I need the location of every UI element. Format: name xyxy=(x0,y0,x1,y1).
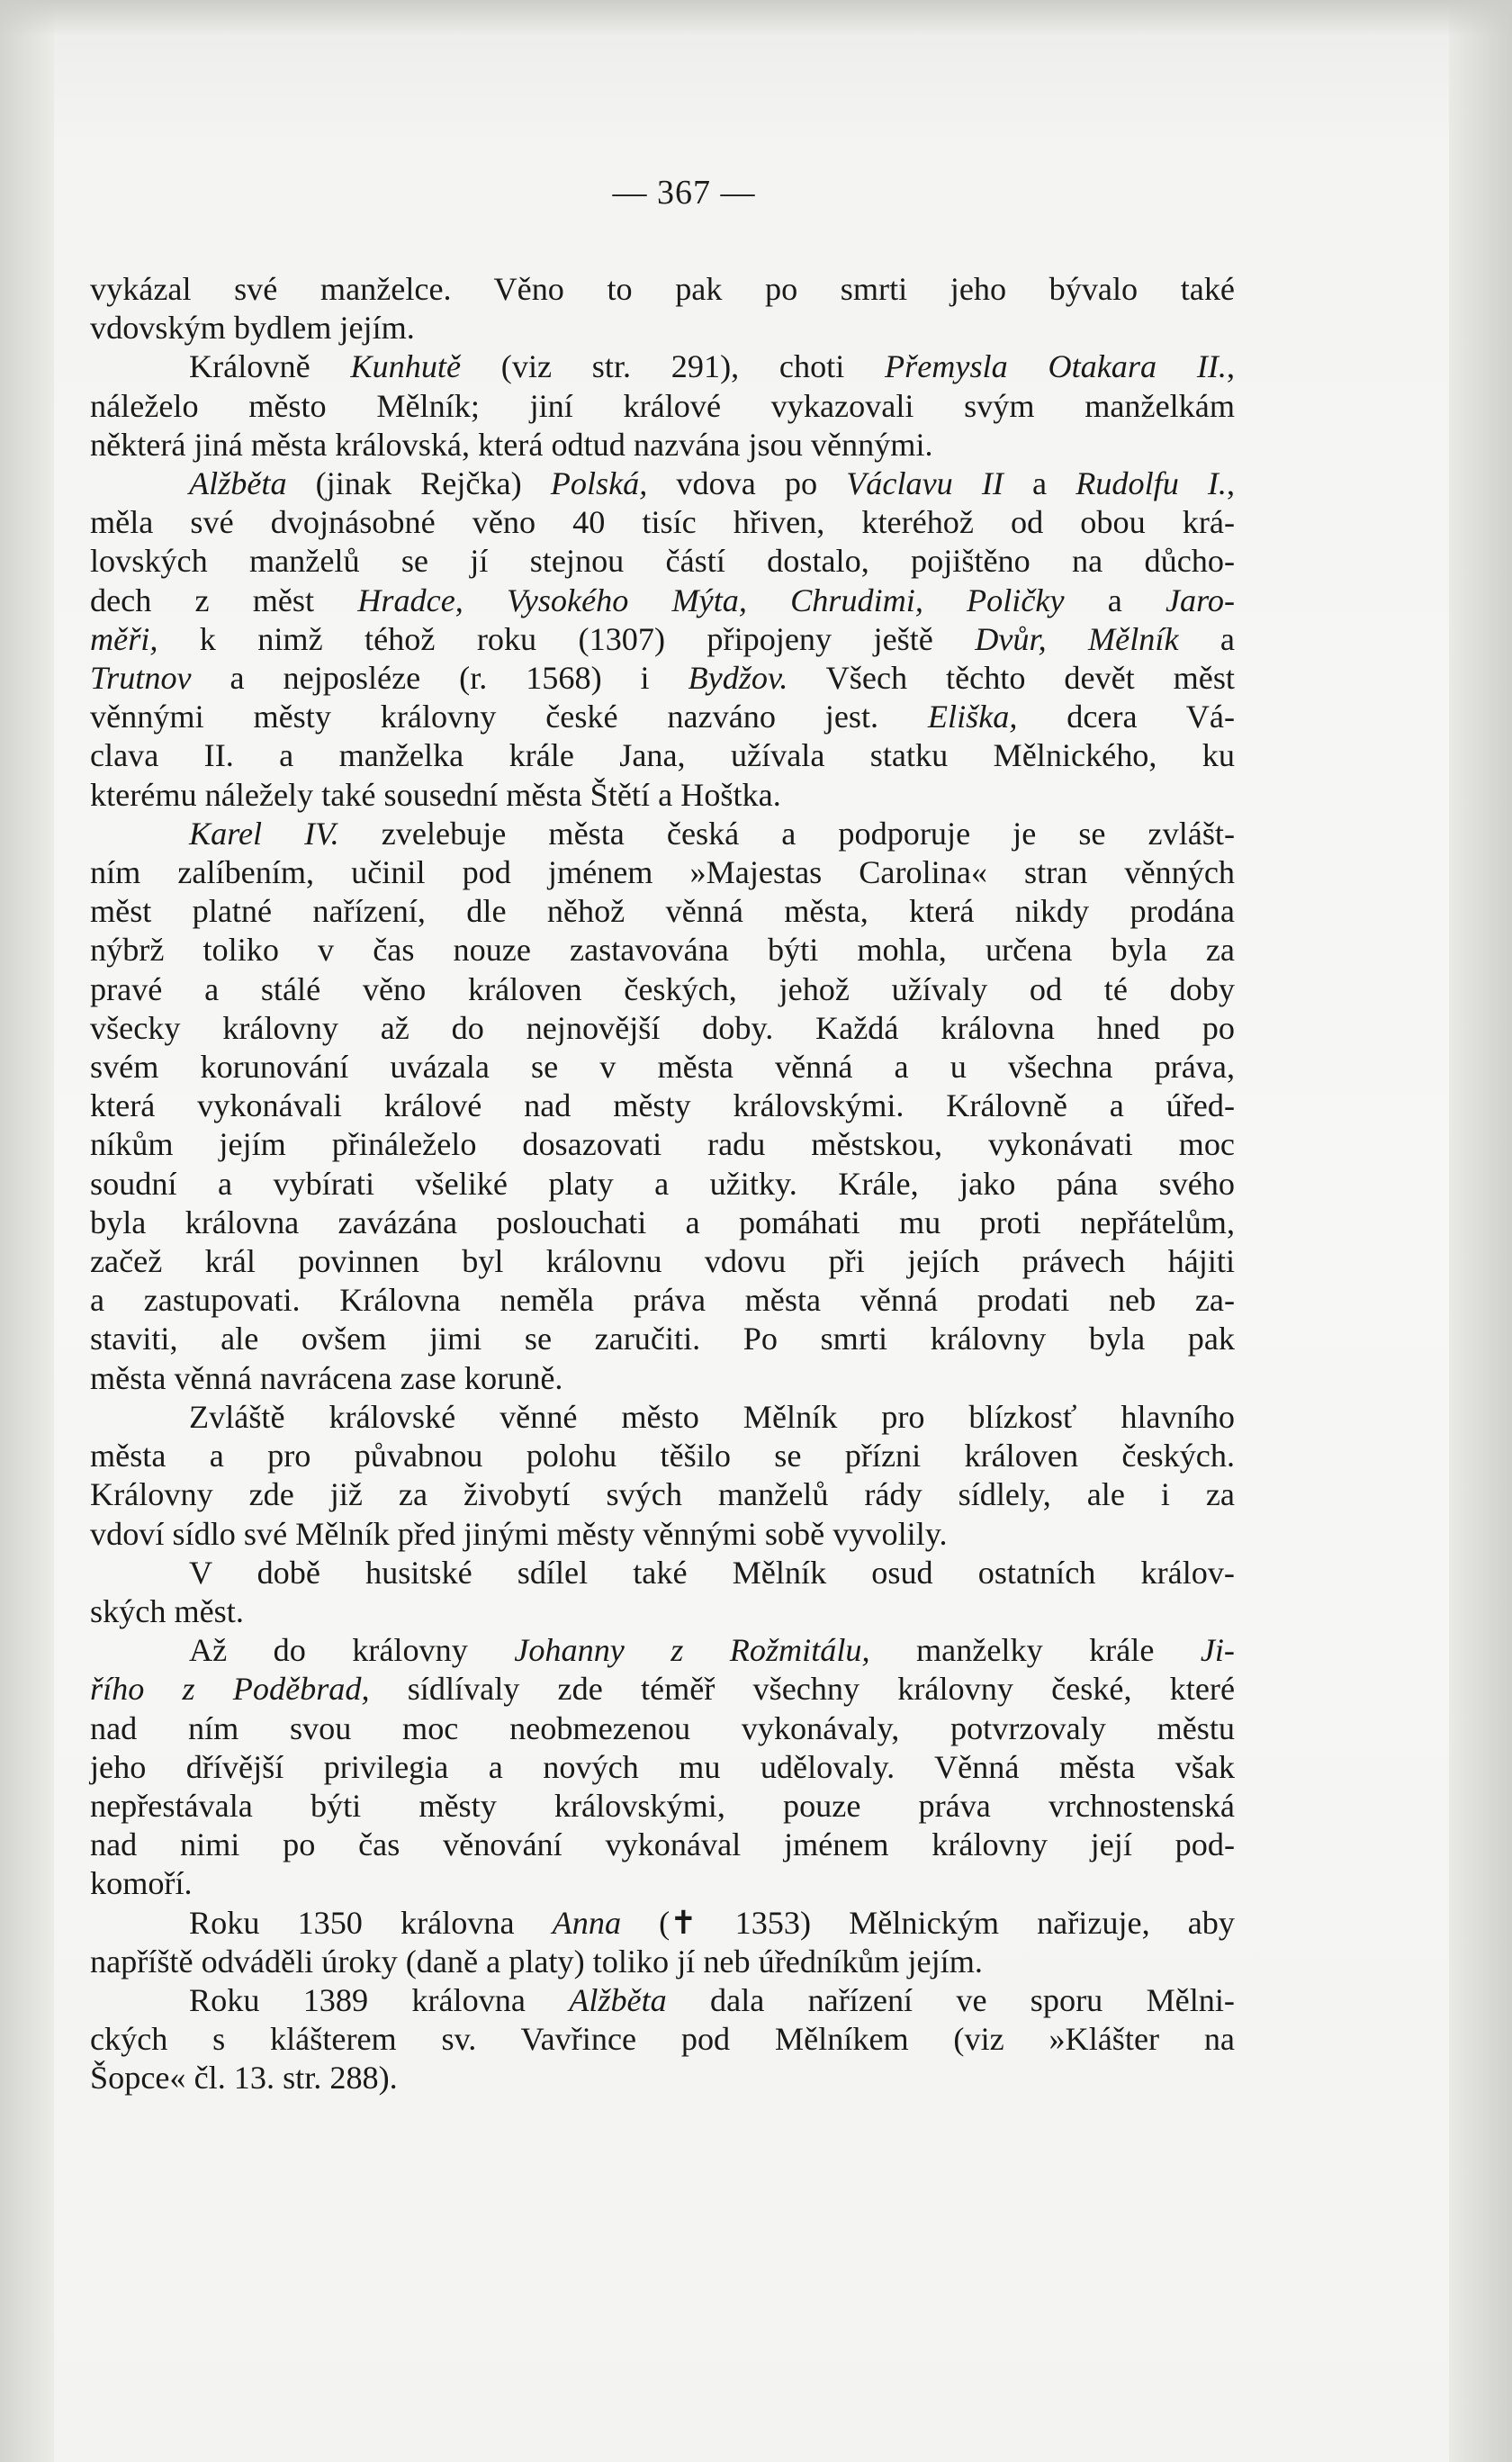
text-run: a nejposléze (r. 1568) i xyxy=(191,660,688,697)
text-run: byla královna zavázána poslouchati a pomáhati mu proti nepřátelům, xyxy=(90,1204,1235,1240)
text-run: města věnná navrácena zase koruně. xyxy=(90,1359,563,1396)
text-run: náleželo město Mělník; jiní králové vykazovali svým manželkám xyxy=(90,387,1235,424)
text-line xyxy=(90,659,1235,698)
text-line xyxy=(90,931,1235,969)
text-run: dech z měst xyxy=(90,582,358,618)
text-run: Zvláště královské věnné město Mělník pro blízkosť hlavního xyxy=(189,1398,1235,1435)
text-run: svém korunování uvázala se v města věnná a u všechna práva, xyxy=(90,1049,1235,1086)
text-run: jeho dřívější privilegia a nových mu udělovaly. Věnná města však xyxy=(90,1748,1235,1785)
text-run: Královny zde již za živobytí svých manželů rády sídlely, ale i za xyxy=(90,1476,1235,1513)
text-line xyxy=(90,1398,1235,1437)
text-run: lovských manželů se jí stejnou částí dostalo, pojištěno na důcho- xyxy=(90,543,1235,580)
paragraph xyxy=(90,1398,1235,1554)
text-run: ním zalíbením, učinil pod jménem »Majestas Carolina« stran věnných xyxy=(90,854,1235,891)
text-run: clava II. a manželka krále Jana, užívala statku Mělnického, ku xyxy=(90,737,1235,774)
italic-name: Hradce, Vysokého Mýta, Chrudimi, Poličky xyxy=(357,582,1065,618)
italic-name: Trutnov xyxy=(90,660,192,697)
text-line xyxy=(90,2020,1235,2059)
italic-name: řího z Poděbrad, xyxy=(90,1671,370,1708)
page-edge-top xyxy=(0,0,1512,36)
text-run: kterému náležely také sousední města Štětí a Hoštka. xyxy=(90,776,781,813)
text-run: Roku 1389 královna xyxy=(189,1981,570,2018)
text-line xyxy=(90,736,1235,775)
text-line xyxy=(90,1826,1235,1864)
italic-name: Václavu II xyxy=(846,465,1004,502)
text-run: Královně xyxy=(189,348,351,385)
text-run: měla své dvojnásobné věno 40 tisíc hřiven, kteréhož od obou krá- xyxy=(90,504,1235,541)
paragraph xyxy=(90,464,1235,815)
text-line xyxy=(90,1281,1235,1320)
text-run: k nimž téhož roku (1307) připojeny ještě xyxy=(158,620,976,657)
text-run: Až do královny xyxy=(189,1632,515,1669)
text-line xyxy=(90,1242,1235,1281)
italic-name: Jaro- xyxy=(1165,582,1235,618)
italic-name: Karel IV. xyxy=(189,815,339,852)
paragraph xyxy=(90,1904,1235,1981)
text-line xyxy=(90,426,1235,464)
text-line xyxy=(90,1981,1235,2020)
text-run: ckých s klášterem sv. Vavřince pod Mělníkem (viz »Klášter na xyxy=(90,2021,1235,2058)
paragraph xyxy=(90,1631,1235,1903)
text-line xyxy=(90,1864,1235,1903)
text-run: dcera Vá- xyxy=(1017,699,1236,735)
text-run: která vykonávali králové nad městy královskými. Královně a úřed- xyxy=(90,1087,1235,1124)
italic-name: měři, xyxy=(90,620,158,657)
text-line xyxy=(90,698,1235,736)
text-run: komoří. xyxy=(90,1865,193,1902)
paragraph xyxy=(90,1981,1235,2098)
text-line xyxy=(90,1592,1235,1631)
paragraph xyxy=(90,270,1235,347)
text-line xyxy=(90,1125,1235,1164)
text-run: a zastupovati. Královna neměla práva města věnná prodati neb za- xyxy=(90,1282,1235,1319)
text-run: Šopce« čl. 13. str. 288). xyxy=(90,2060,398,2097)
text-line xyxy=(90,776,1235,815)
text-line xyxy=(90,1320,1235,1358)
text-run: nepřestávala býti městy královskými, pouze práva vrchnostenská xyxy=(90,1787,1235,1824)
italic-name: Rudolfu I. xyxy=(1076,465,1227,502)
text-run: manželky krále xyxy=(869,1632,1201,1669)
text-line xyxy=(90,1515,1235,1554)
text-run: (✝ 1353) Mělnickým nařizuje, aby xyxy=(621,1904,1235,1941)
italic-name: Alžběta xyxy=(189,465,287,502)
text-run: staviti, ale ovšem jimi se zaručiti. Po smrti královny byla pak xyxy=(90,1321,1235,1357)
text-line xyxy=(90,1631,1235,1670)
text-line xyxy=(90,1359,1235,1398)
text-line xyxy=(90,1904,1235,1943)
text-run: nad ním svou moc neobmezenou vykonávaly, potvrzovaly městu xyxy=(90,1709,1235,1746)
text-run: a xyxy=(1003,465,1076,502)
text-line xyxy=(90,1009,1235,1048)
text-line xyxy=(90,1204,1235,1242)
text-run: (jinak Rejčka) xyxy=(286,465,551,502)
text-run: (viz str. 291), choti xyxy=(461,348,886,385)
text-run: pravé a stálé věno královen českých, jehož užívaly od té doby xyxy=(90,970,1235,1007)
text-run: zvelebuje města česká a podporuje je se zvlášt- xyxy=(338,815,1236,852)
italic-name: Anna xyxy=(552,1904,622,1941)
text-line xyxy=(90,620,1235,659)
paragraph xyxy=(90,815,1235,1398)
text-run: nýbrž toliko v čas nouze zastavována býti mohla, určena byla za xyxy=(90,932,1235,969)
text-line xyxy=(90,1748,1235,1787)
text-run: Všech těchto devět měst xyxy=(788,660,1235,697)
text-line xyxy=(90,1554,1235,1592)
italic-name: Kunhutě xyxy=(350,348,462,385)
text-run: vdova po xyxy=(647,465,847,502)
text-line xyxy=(90,1670,1235,1709)
text-line xyxy=(90,1087,1235,1125)
text-run: napříště odváděli úroky (daně a platy) toliko jí neb úředníkům jejím. xyxy=(90,1943,983,1980)
page-edge-right xyxy=(1449,0,1512,2462)
text-line xyxy=(90,1787,1235,1826)
text-run: měst platné nařízení, dle něhož věnná města, která nikdy prodána xyxy=(90,893,1235,930)
text-line xyxy=(90,347,1235,386)
italic-name: Přemysla Otakara II. xyxy=(885,348,1227,385)
italic-name: Bydžov. xyxy=(688,660,788,697)
text-run: , xyxy=(1226,465,1236,502)
text-line xyxy=(90,1437,1235,1475)
text-run: a xyxy=(1178,620,1235,657)
text-run: nad nimi po čas věnování vykonával jménem královny její pod- xyxy=(90,1826,1235,1863)
text-run: dala nařízení ve sporu Mělni- xyxy=(666,1981,1235,2018)
text-run: V době husitské sdílel také Mělník osud ostatních králov- xyxy=(189,1554,1235,1591)
text-line xyxy=(90,892,1235,931)
text-run: níkům jejím přináleželo dosazovati radu městskou, vykonávati moc xyxy=(90,1126,1235,1163)
text-run: věnnými městy královny české nazváno jest. xyxy=(90,699,928,735)
italic-name: Johanny z Rožmitálu, xyxy=(514,1632,870,1669)
text-line xyxy=(90,270,1235,309)
text-run: , xyxy=(1226,348,1236,385)
text-line xyxy=(90,387,1235,426)
text-run: vdoví sídlo své Mělník před jinými městy věnnými sobě vyvolily. xyxy=(90,1515,948,1552)
text-line xyxy=(90,1165,1235,1204)
text-line xyxy=(90,309,1235,347)
page-number: — 367 — xyxy=(612,174,756,212)
text-line xyxy=(90,853,1235,892)
text-run: začež král povinnen byl královnu vdovu při jejích právech hájiti xyxy=(90,1243,1235,1280)
paragraph xyxy=(90,1554,1235,1631)
text-line xyxy=(90,464,1235,503)
text-run: Roku 1350 královna xyxy=(189,1904,553,1941)
text-line xyxy=(90,503,1235,542)
text-run: vdovským bydlem jejím. xyxy=(90,310,415,347)
italic-name: Ji- xyxy=(1200,1632,1235,1669)
text-line xyxy=(90,542,1235,581)
body-text xyxy=(90,270,1235,2098)
text-line xyxy=(90,1475,1235,1514)
text-line xyxy=(90,1048,1235,1087)
italic-name: Polská, xyxy=(550,465,648,502)
italic-name: Dvůr, Mělník xyxy=(975,620,1179,657)
text-line xyxy=(90,2059,1235,2097)
text-line xyxy=(90,815,1235,853)
page-edge-left xyxy=(0,0,54,2462)
text-line xyxy=(90,970,1235,1009)
text-run: soudní a vybírati všeliké platy a užitky. Krále, jako pána svého xyxy=(90,1165,1235,1202)
text-run: ských měst. xyxy=(90,1592,244,1629)
text-line xyxy=(90,582,1235,620)
text-run: města a pro půvabnou polohu těšilo se přízni královen českých. xyxy=(90,1438,1235,1474)
italic-name: Eliška, xyxy=(927,699,1018,735)
text-run: všecky královny až do nejnovější doby. Každá královna hned po xyxy=(90,1009,1235,1046)
italic-name: Alžběta xyxy=(569,1981,667,2018)
paragraph xyxy=(90,347,1235,464)
text-line xyxy=(90,1943,1235,1981)
text-run: vykázal své manželce. Věno to pak po smrti jeho bývalo také xyxy=(90,271,1235,307)
text-run: a xyxy=(1064,582,1166,618)
text-run: sídlívaly zde téměř všechny královny české, které xyxy=(369,1671,1236,1708)
text-line xyxy=(90,1709,1235,1748)
text-run: některá jiná města královská, která odtud nazvána jsou věnnými. xyxy=(90,426,933,463)
